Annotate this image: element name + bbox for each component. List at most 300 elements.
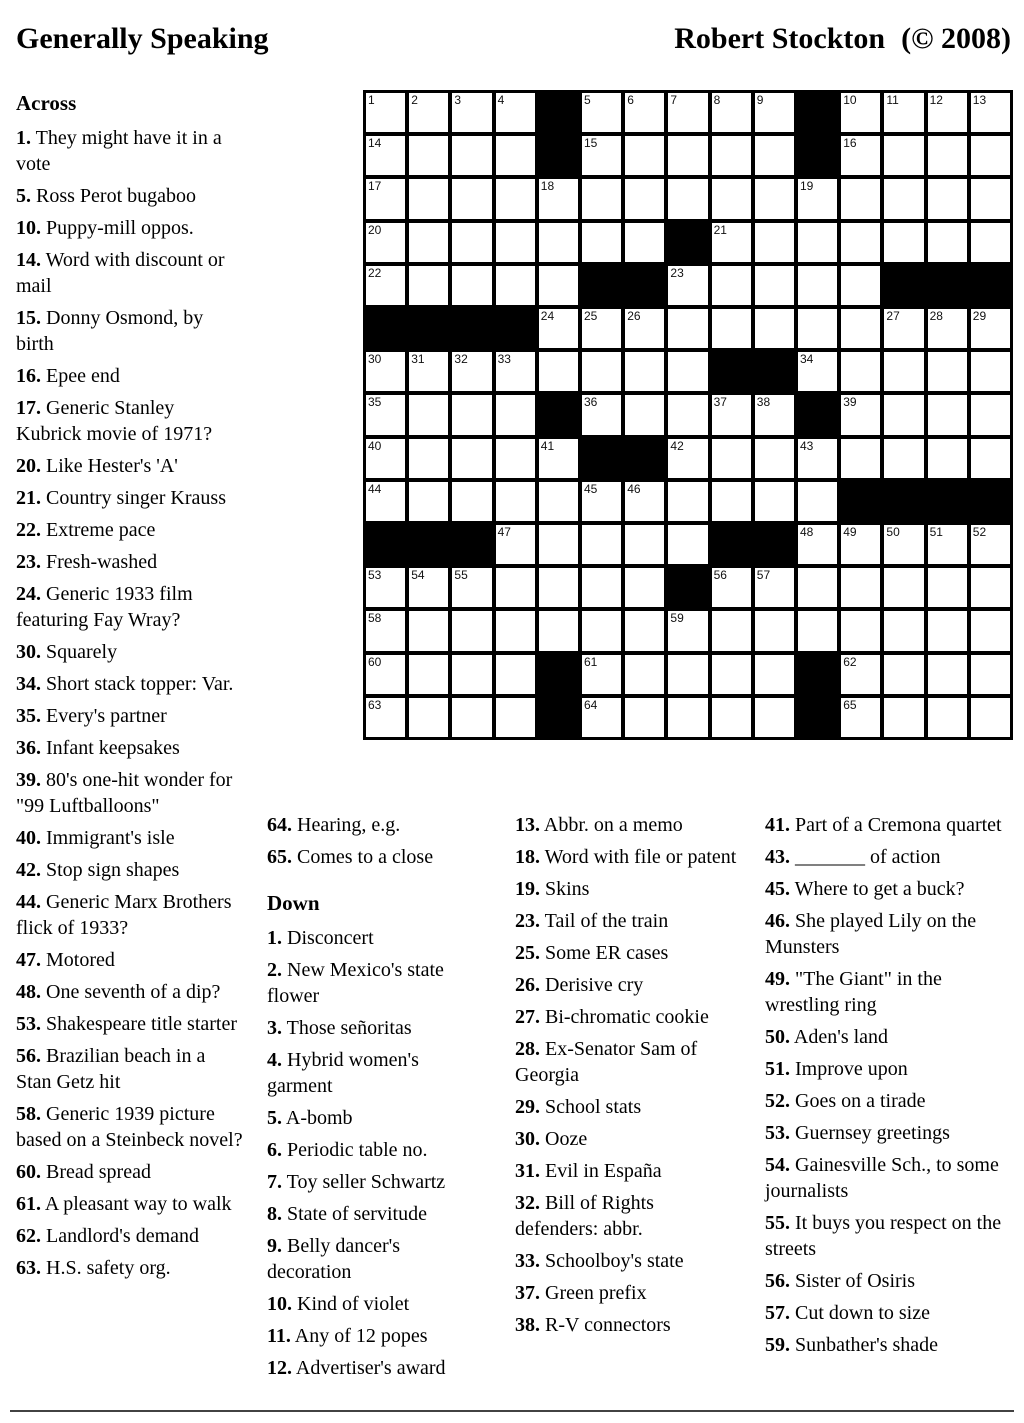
grid-cell[interactable] xyxy=(928,698,967,737)
clue-across-39: 39. 80's one-hit wonder for "99 Luftballoons" xyxy=(16,769,233,817)
grid-cell[interactable] xyxy=(755,395,794,434)
clue-down-55: 55. It buys you respect on the streets xyxy=(765,1212,1002,1260)
clue-down-46: 46. She played Lily on the Munsters xyxy=(765,910,977,958)
grid-cell[interactable] xyxy=(409,655,448,694)
grid-cell[interactable] xyxy=(409,439,448,478)
cell-number: 42 xyxy=(670,438,684,453)
clue-down-43: 43. _______ of action xyxy=(765,846,941,868)
cell-number: 45 xyxy=(584,481,598,496)
grid-cell[interactable] xyxy=(625,698,664,737)
grid-cell[interactable] xyxy=(798,482,837,521)
clue-across-1: 1. They might have it in a vote xyxy=(16,127,222,175)
grid-cell[interactable] xyxy=(452,568,491,607)
clue-across-47: 47. Motored xyxy=(16,949,115,971)
grid-cell-black xyxy=(409,309,448,348)
grid-cell-black xyxy=(539,93,578,132)
across-clue-list-tail xyxy=(267,812,483,870)
cell-number: 25 xyxy=(584,309,598,323)
grid-cell[interactable] xyxy=(366,698,405,737)
grid-cell[interactable] xyxy=(755,655,794,694)
grid-cell[interactable] xyxy=(712,655,751,694)
clue-across-34: 34. Short stack topper: Var. xyxy=(16,673,234,695)
grid-cell[interactable] xyxy=(668,698,707,737)
grid-cell[interactable] xyxy=(668,655,707,694)
grid-cell-black xyxy=(755,352,794,391)
grid-cell[interactable] xyxy=(625,655,664,694)
grid-cell[interactable] xyxy=(496,698,535,737)
grid-cell[interactable] xyxy=(496,352,535,391)
grid-cell[interactable] xyxy=(409,223,448,262)
grid-cell[interactable] xyxy=(582,352,621,391)
grid-cell[interactable] xyxy=(712,93,751,132)
clue-down-28: 28. Ex-Senator Sam of Georgia xyxy=(515,1038,698,1086)
grid-cell[interactable] xyxy=(971,611,1010,650)
grid-cell[interactable] xyxy=(841,395,880,434)
grid-cell[interactable] xyxy=(625,352,664,391)
grid-cell[interactable] xyxy=(582,93,621,132)
grid-cell[interactable] xyxy=(928,568,967,607)
grid-cell[interactable] xyxy=(668,395,707,434)
cell-number: 50 xyxy=(886,525,900,539)
cell-number: 62 xyxy=(843,654,857,669)
grid-cell[interactable] xyxy=(841,223,880,262)
grid-cell[interactable] xyxy=(712,439,751,478)
grid-cell[interactable] xyxy=(582,395,621,434)
down-clue-list-3 xyxy=(765,812,1009,1358)
grid-cell[interactable] xyxy=(928,611,967,650)
grid-cell[interactable] xyxy=(971,655,1010,694)
grid-cell[interactable] xyxy=(928,352,967,391)
grid-cell-black xyxy=(798,698,837,737)
grid-cell[interactable] xyxy=(496,266,535,305)
grid-cell[interactable] xyxy=(496,655,535,694)
clue-across-24: 24. Generic 1933 film featuring Fay Wray? xyxy=(16,583,193,631)
grid-cell[interactable] xyxy=(884,655,923,694)
grid-cell[interactable] xyxy=(625,223,664,262)
grid-cell[interactable] xyxy=(625,568,664,607)
grid-cell[interactable] xyxy=(755,611,794,650)
grid-cell[interactable] xyxy=(798,568,837,607)
clue-down-45: 45. Where to get a buck? xyxy=(765,878,965,900)
grid-cell[interactable] xyxy=(712,309,751,348)
grid-cell[interactable] xyxy=(452,698,491,737)
grid-cell[interactable] xyxy=(884,93,923,132)
grid-cell-black xyxy=(928,266,967,305)
grid-cell[interactable] xyxy=(625,309,664,348)
grid-cell[interactable] xyxy=(366,655,405,694)
cell-number: 65 xyxy=(843,697,857,712)
grid-cell[interactable] xyxy=(539,223,578,262)
clue-down-29: 29. School stats xyxy=(515,1096,642,1118)
clue-across-60: 60. Bread spread xyxy=(16,1161,151,1183)
clue-across-35: 35. Every's partner xyxy=(16,705,167,727)
grid-cell[interactable] xyxy=(366,611,405,650)
grid-cell[interactable] xyxy=(971,223,1010,262)
grid-cell[interactable] xyxy=(841,136,880,175)
grid-cell-black xyxy=(452,525,491,564)
grid-cell[interactable] xyxy=(668,179,707,218)
grid-cell[interactable] xyxy=(841,611,880,650)
grid-cell[interactable] xyxy=(928,223,967,262)
grid-cell[interactable] xyxy=(539,179,578,218)
grid-cell[interactable] xyxy=(668,439,707,478)
grid-cell[interactable] xyxy=(928,395,967,434)
clue-across-36: 36. Infant keepsakes xyxy=(16,737,180,759)
clue-column-3 xyxy=(515,812,739,1344)
cell-number: 6 xyxy=(627,93,634,107)
grid-cell[interactable] xyxy=(366,352,405,391)
grid-cell[interactable] xyxy=(755,223,794,262)
cell-number: 55 xyxy=(454,568,468,583)
cell-number: 19 xyxy=(800,179,814,194)
cell-number: 37 xyxy=(713,395,727,410)
grid-cell[interactable] xyxy=(928,93,967,132)
grid-cell-black xyxy=(539,655,578,694)
cell-number: 41 xyxy=(540,438,555,453)
grid-cell[interactable] xyxy=(668,309,707,348)
grid-cell[interactable] xyxy=(496,223,535,262)
grid-cell[interactable] xyxy=(884,698,923,737)
grid-cell-black xyxy=(539,136,578,175)
cell-number: 56 xyxy=(713,568,727,583)
grid-cell[interactable] xyxy=(928,136,967,175)
grid-cell[interactable] xyxy=(971,568,1010,607)
grid-cell[interactable] xyxy=(755,136,794,175)
grid-cell-black xyxy=(712,525,751,564)
grid-cell[interactable] xyxy=(798,439,837,478)
grid-cell[interactable] xyxy=(712,266,751,305)
cell-number: 16 xyxy=(843,136,857,151)
clue-down-56: 56. Sister of Osiris xyxy=(765,1270,915,1292)
grid-cell[interactable] xyxy=(409,611,448,650)
grid-cell[interactable] xyxy=(755,482,794,521)
grid-cell[interactable] xyxy=(582,136,621,175)
grid-cell[interactable] xyxy=(496,179,535,218)
grid-cell[interactable] xyxy=(928,309,967,348)
grid-cell[interactable] xyxy=(712,698,751,737)
grid-cell[interactable] xyxy=(366,179,405,218)
clue-down-31: 31. Evil in España xyxy=(515,1160,662,1182)
grid-cell-black xyxy=(884,482,923,521)
grid-cell[interactable] xyxy=(496,611,535,650)
grid-cell[interactable] xyxy=(668,266,707,305)
clue-down-18: 18. Word with file or patent xyxy=(515,846,737,868)
grid-cell[interactable] xyxy=(928,439,967,478)
grid-cell-black xyxy=(452,309,491,348)
clue-down-5: 5. A-bomb xyxy=(267,1107,353,1129)
grid-cell[interactable] xyxy=(496,395,535,434)
clue-across-23: 23. Fresh-washed xyxy=(16,551,158,573)
grid-cell[interactable] xyxy=(798,179,837,218)
grid-cell[interactable] xyxy=(884,136,923,175)
grid-cell[interactable] xyxy=(452,93,491,132)
cell-number: 1 xyxy=(368,93,375,107)
cell-number: 30 xyxy=(368,352,382,367)
grid-cell[interactable] xyxy=(496,439,535,478)
grid-cell[interactable] xyxy=(971,352,1010,391)
grid-cell[interactable] xyxy=(582,482,621,521)
across-header: Across xyxy=(16,91,77,115)
cell-number: 14 xyxy=(368,136,382,151)
cell-number: 38 xyxy=(756,395,771,410)
grid-cell[interactable] xyxy=(668,93,707,132)
grid-cell[interactable] xyxy=(625,611,664,650)
grid-cell-black xyxy=(539,395,578,434)
grid-cell[interactable] xyxy=(841,352,880,391)
grid-cell[interactable] xyxy=(366,93,405,132)
puzzle-title: Generally Speaking xyxy=(16,22,269,55)
clue-across-58: 58. Generic 1939 picture based on a Steinbeck novel? xyxy=(16,1103,243,1151)
cell-number: 51 xyxy=(929,525,943,539)
grid-cell[interactable] xyxy=(971,698,1010,737)
grid-cell[interactable] xyxy=(452,179,491,218)
grid-cell-black xyxy=(409,525,448,564)
grid-cell[interactable] xyxy=(755,93,794,132)
clue-down-41: 41. Part of a Cremona quartet xyxy=(765,814,1002,836)
grid-cell-black xyxy=(884,266,923,305)
clue-column-2 xyxy=(267,812,483,1387)
grid-cell[interactable] xyxy=(712,611,751,650)
grid-cell[interactable] xyxy=(971,395,1010,434)
clue-across-65: 65. Comes to a close xyxy=(267,846,434,868)
grid-cell[interactable] xyxy=(409,93,448,132)
grid-cell[interactable] xyxy=(798,611,837,650)
grid-cell[interactable] xyxy=(409,395,448,434)
grid-cell[interactable] xyxy=(884,352,923,391)
grid-cell[interactable] xyxy=(798,352,837,391)
grid-cell[interactable] xyxy=(582,223,621,262)
grid-cell[interactable] xyxy=(712,136,751,175)
grid-cell[interactable] xyxy=(539,352,578,391)
clue-across-20: 20. Like Hester's 'A' xyxy=(16,455,178,477)
cell-number: 4 xyxy=(497,93,505,107)
grid-cell[interactable] xyxy=(971,93,1010,132)
down-clue-list-1 xyxy=(267,925,483,1381)
grid-cell-black xyxy=(971,266,1010,305)
grid-cell[interactable] xyxy=(841,266,880,305)
grid-cell[interactable] xyxy=(582,179,621,218)
clue-down-50: 50. Aden's land xyxy=(765,1026,889,1048)
grid-cell[interactable] xyxy=(712,179,751,218)
clue-down-37: 37. Green prefix xyxy=(515,1282,647,1304)
grid-cell[interactable] xyxy=(971,179,1010,218)
grid-cell[interactable] xyxy=(625,93,664,132)
grid-cell[interactable] xyxy=(884,223,923,262)
grid-cell[interactable] xyxy=(539,525,578,564)
grid-cell[interactable] xyxy=(798,266,837,305)
grid-cell[interactable] xyxy=(798,223,837,262)
clue-down-11: 11. Any of 12 popes xyxy=(267,1325,428,1347)
grid-cell[interactable] xyxy=(928,179,967,218)
clue-across-21: 21. Country singer Krauss xyxy=(16,487,226,509)
grid-cell[interactable] xyxy=(625,525,664,564)
grid-cell[interactable] xyxy=(841,179,880,218)
grid-cell[interactable] xyxy=(366,223,405,262)
grid-cell[interactable] xyxy=(841,655,880,694)
grid-cell[interactable] xyxy=(452,223,491,262)
clue-down-1: 1. Disconcert xyxy=(267,927,374,949)
cell-number: 58 xyxy=(368,611,382,626)
grid-cell[interactable] xyxy=(668,482,707,521)
cell-number: 44 xyxy=(368,481,382,496)
grid-cell[interactable] xyxy=(755,439,794,478)
clue-across-61: 61. A pleasant way to walk xyxy=(16,1193,232,1215)
cell-number: 15 xyxy=(584,136,598,151)
grid-cell[interactable] xyxy=(496,568,535,607)
grid-cell[interactable] xyxy=(452,395,491,434)
cell-number: 46 xyxy=(627,481,641,496)
grid-cell[interactable] xyxy=(668,136,707,175)
grid-cell[interactable] xyxy=(798,525,837,564)
grid-cell-black xyxy=(496,309,535,348)
grid-cell[interactable] xyxy=(496,136,535,175)
grid-cell[interactable] xyxy=(625,395,664,434)
clue-across-56: 56. Brazilian beach in a Stan Getz hit xyxy=(16,1045,206,1093)
grid-cell[interactable] xyxy=(884,309,923,348)
cell-number: 13 xyxy=(972,93,987,107)
grid-cell[interactable] xyxy=(712,482,751,521)
grid-cell[interactable] xyxy=(409,482,448,521)
grid-cell[interactable] xyxy=(884,525,923,564)
grid-cell[interactable] xyxy=(366,395,405,434)
grid-cell[interactable] xyxy=(712,223,751,262)
cell-number: 22 xyxy=(368,265,382,280)
grid-cell-black xyxy=(712,352,751,391)
grid-cell[interactable] xyxy=(409,136,448,175)
grid-cell[interactable] xyxy=(582,655,621,694)
grid-cell[interactable] xyxy=(884,439,923,478)
grid-cell[interactable] xyxy=(539,266,578,305)
grid-cell[interactable] xyxy=(452,352,491,391)
grid-cell[interactable] xyxy=(928,525,967,564)
grid-cell[interactable] xyxy=(582,309,621,348)
grid-cell[interactable] xyxy=(496,525,535,564)
grid-cell[interactable] xyxy=(625,482,664,521)
clue-across-64: 64. Hearing, e.g. xyxy=(267,814,401,836)
grid-cell[interactable] xyxy=(409,352,448,391)
cell-number: 29 xyxy=(972,309,987,323)
grid-cell[interactable] xyxy=(841,698,880,737)
grid-cell-black xyxy=(668,568,707,607)
grid-cell[interactable] xyxy=(539,309,578,348)
grid-cell[interactable] xyxy=(625,136,664,175)
clue-down-8: 8. State of servitude xyxy=(267,1203,427,1225)
grid-cell-black xyxy=(928,482,967,521)
clue-down-33: 33. Schoolboy's state xyxy=(515,1250,684,1272)
cell-number: 54 xyxy=(411,568,425,583)
clue-across-62: 62. Landlord's demand xyxy=(16,1225,200,1247)
grid-cell[interactable] xyxy=(582,525,621,564)
grid-cell[interactable] xyxy=(971,525,1010,564)
grid-cell[interactable] xyxy=(971,439,1010,478)
down-header: Down xyxy=(267,891,320,915)
grid-cell-black xyxy=(582,439,621,478)
grid-cell[interactable] xyxy=(668,525,707,564)
clue-down-4: 4. Hybrid women's garment xyxy=(267,1049,419,1097)
grid-cell[interactable] xyxy=(971,136,1010,175)
grid-cell[interactable] xyxy=(452,611,491,650)
grid-cell[interactable] xyxy=(971,309,1010,348)
grid-cell[interactable] xyxy=(409,568,448,607)
cell-number: 61 xyxy=(584,654,598,669)
bottom-rule xyxy=(10,1410,1014,1412)
grid-cell[interactable] xyxy=(625,179,664,218)
grid-cell[interactable] xyxy=(841,525,880,564)
grid-cell[interactable] xyxy=(668,352,707,391)
clue-across-63: 63. H.S. safety org. xyxy=(16,1257,171,1279)
grid-cell[interactable] xyxy=(841,309,880,348)
grid-cell[interactable] xyxy=(884,611,923,650)
grid-cell[interactable] xyxy=(798,309,837,348)
grid-cell[interactable] xyxy=(452,136,491,175)
grid-cell[interactable] xyxy=(884,179,923,218)
clue-across-30: 30. Squarely xyxy=(16,641,118,663)
grid-cell[interactable] xyxy=(539,439,578,478)
grid-cell[interactable] xyxy=(582,568,621,607)
grid-cell[interactable] xyxy=(366,266,405,305)
grid-cell[interactable] xyxy=(884,568,923,607)
grid-cell[interactable] xyxy=(712,395,751,434)
grid-cell[interactable] xyxy=(582,611,621,650)
cell-number: 40 xyxy=(368,438,382,453)
grid-cell[interactable] xyxy=(539,611,578,650)
grid-cell[interactable] xyxy=(366,439,405,478)
grid-cell-black xyxy=(798,136,837,175)
grid-cell[interactable] xyxy=(409,266,448,305)
grid-cell-black xyxy=(668,223,707,262)
clue-down-53: 53. Guernsey greetings xyxy=(765,1122,950,1144)
grid-cell[interactable] xyxy=(841,93,880,132)
grid-cell[interactable] xyxy=(841,439,880,478)
grid-cell[interactable] xyxy=(668,611,707,650)
clue-down-9: 9. Belly dancer's decoration xyxy=(267,1235,401,1283)
grid-cell[interactable] xyxy=(496,482,535,521)
clue-down-2: 2. New Mexico's state flower xyxy=(267,959,444,1007)
grid-cell[interactable] xyxy=(409,179,448,218)
grid-cell[interactable] xyxy=(841,568,880,607)
grid-cell[interactable] xyxy=(582,698,621,737)
grid-cell[interactable] xyxy=(452,655,491,694)
grid-cell[interactable] xyxy=(539,482,578,521)
grid-cell[interactable] xyxy=(884,395,923,434)
clue-down-51: 51. Improve upon xyxy=(765,1058,908,1080)
grid-cell[interactable] xyxy=(366,482,405,521)
grid-cell[interactable] xyxy=(712,568,751,607)
grid-cell[interactable] xyxy=(755,309,794,348)
cell-number: 2 xyxy=(411,93,418,107)
grid-cell[interactable] xyxy=(928,655,967,694)
grid-cell-black xyxy=(841,482,880,521)
grid-cell[interactable] xyxy=(452,266,491,305)
clue-down-25: 25. Some ER cases xyxy=(515,942,669,964)
grid-cell[interactable] xyxy=(755,179,794,218)
cell-number: 52 xyxy=(972,525,987,539)
grid-cell[interactable] xyxy=(452,439,491,478)
grid-cell[interactable] xyxy=(409,698,448,737)
cell-number: 43 xyxy=(800,438,814,453)
grid-cell[interactable] xyxy=(496,93,535,132)
grid-cell[interactable] xyxy=(539,568,578,607)
grid-cell-black xyxy=(366,309,405,348)
grid-cell[interactable] xyxy=(755,266,794,305)
cell-number: 63 xyxy=(368,697,382,712)
author-name: Robert Stockton xyxy=(674,22,886,55)
grid-cell[interactable] xyxy=(366,136,405,175)
grid-cell[interactable] xyxy=(366,568,405,607)
grid-cell[interactable] xyxy=(452,482,491,521)
grid-cell[interactable] xyxy=(755,568,794,607)
grid-cell[interactable] xyxy=(755,698,794,737)
